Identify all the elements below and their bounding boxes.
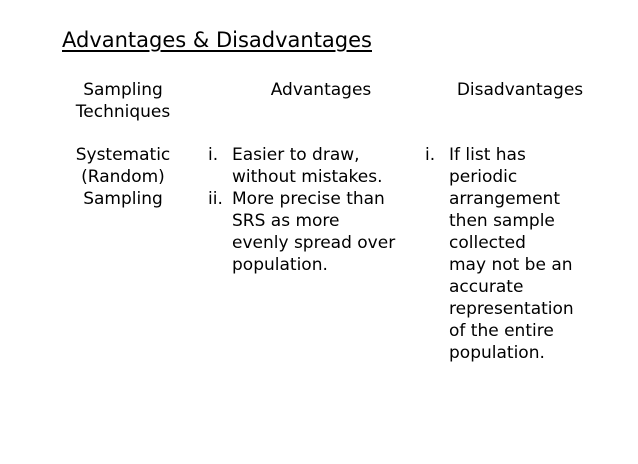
list-marker: ii.: [208, 189, 223, 209]
disadvantage-line: collected: [449, 233, 526, 253]
disadvantage-line: arrangement: [449, 189, 560, 209]
advantage-line: More precise than: [232, 189, 385, 209]
disadvantage-item: [425, 144, 600, 364]
disadvantage-line: population.: [449, 343, 545, 363]
disadvantages-list-cell: [425, 144, 600, 364]
disadvantage-line: accurate: [449, 277, 524, 297]
header-technique-line: Sampling: [83, 80, 163, 100]
disadvantage-line: may not be an: [449, 255, 573, 275]
technique-systematic-random-sampling: [62, 144, 184, 210]
header-advantages: Advantages: [270, 80, 372, 100]
disadvantages-list: [425, 144, 600, 364]
disadvantage-line: then sample: [449, 211, 555, 231]
advantage-line: population.: [232, 255, 328, 275]
list-marker: i.: [208, 145, 219, 165]
technique-line: Systematic: [75, 145, 171, 165]
header-disadvantages: Disadvantages: [456, 80, 584, 100]
advantage-line: without mistakes.: [232, 167, 383, 187]
advantage-text: [232, 188, 418, 276]
header-sampling-techniques: [62, 79, 184, 123]
advantages-list: [208, 144, 418, 276]
disadvantage-text: [449, 144, 600, 364]
disadvantage-line: representation: [449, 299, 574, 319]
technique-line: Sampling: [83, 189, 163, 209]
technique-line: (Random): [81, 167, 165, 187]
disadvantage-line: of the entire: [449, 321, 554, 341]
slide-title: Advantages & Disadvantages: [62, 28, 372, 52]
advantage-line: Easier to draw,: [232, 145, 360, 165]
advantages-list-cell: [208, 144, 418, 276]
advantage-item: [208, 188, 418, 276]
header-technique-line: Techniques: [75, 102, 171, 122]
advantage-item: [208, 144, 418, 188]
disadvantage-line: periodic: [449, 167, 518, 187]
disadvantage-line: If list has: [449, 145, 526, 165]
advantage-text: [232, 144, 418, 188]
advantage-line: SRS as more: [232, 211, 340, 231]
list-marker: i.: [425, 145, 436, 165]
advantage-line: evenly spread over: [232, 233, 396, 253]
